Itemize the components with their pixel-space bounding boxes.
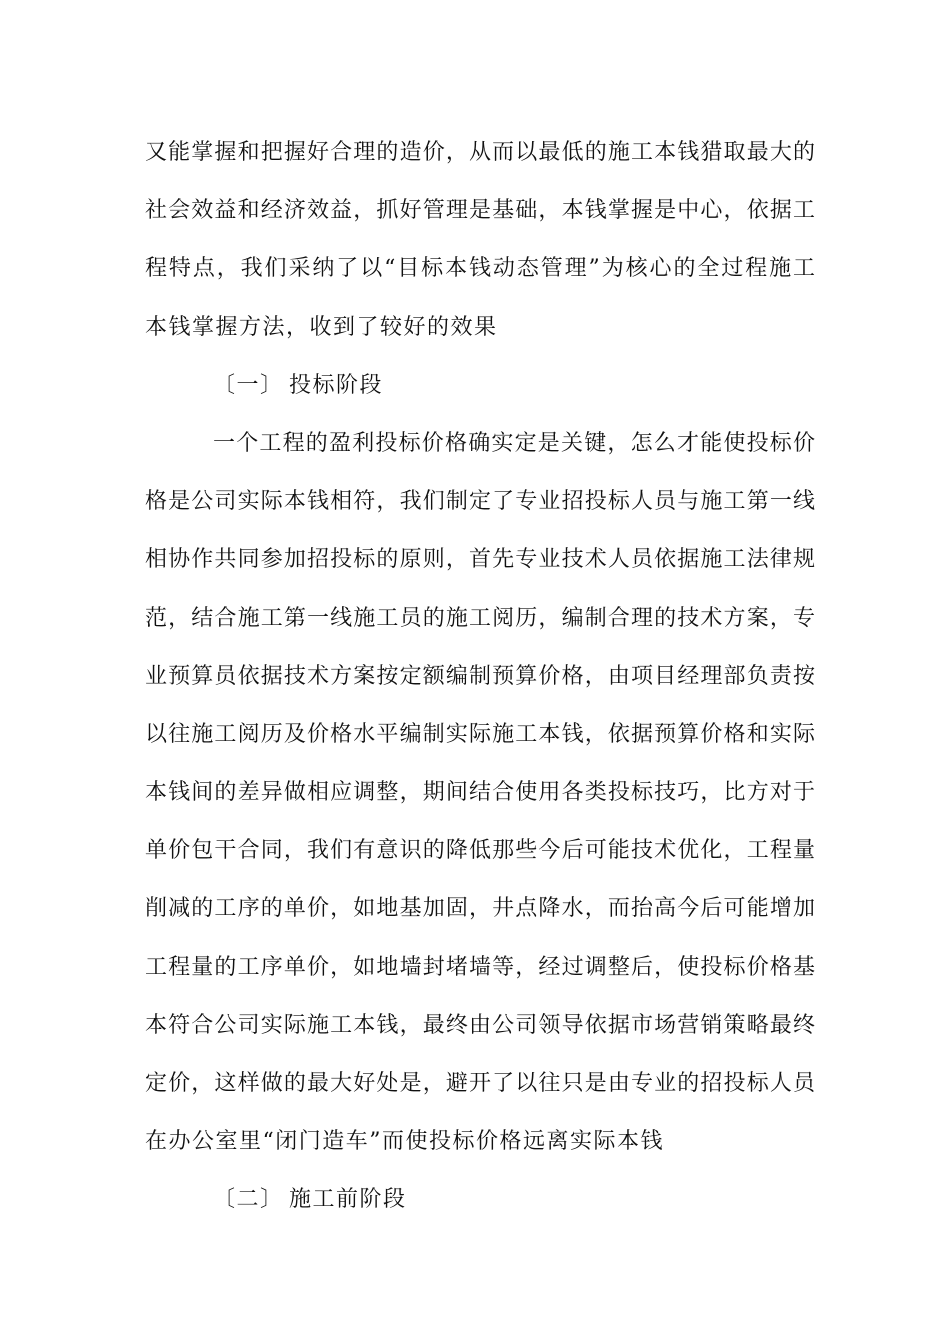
paragraph-line: 格是公司实际本钱相符，我们制定了专业招投标人员与施工第一线 <box>145 489 815 515</box>
paragraph-line: 削减的工序的单价，如地基加固，井点降水，而抬高今后可能增加 <box>145 896 815 922</box>
paragraph-line: 又能掌握和把握好合理的造价，从而以最低的施工本钱猎取最大的 <box>145 140 815 165</box>
paragraph-line: 定价，这样做的最大好处是，避开了以往只是由专业的招投标人员 <box>145 1071 815 1096</box>
paragraph-line: 业预算员依据技术方案按定额编制预算价格，由项目经理部负责按 <box>145 663 815 689</box>
section-title: 施工前阶段 <box>289 1187 407 1213</box>
paragraph-line: 社会效益和经济效益，抓好管理是基础，本钱掌握是中心，依据工 <box>145 198 815 224</box>
paragraph-line: 工程量的工序单价，如地墙封堵墙等，经过调整后，使投标价格基 <box>145 954 815 980</box>
document-body <box>145 130 815 1236</box>
paragraph-line: 程特点，我们采纳了以“目标本钱动态管理”为核心的全过程施工 <box>145 256 815 282</box>
paragraph-line: 本钱掌握方法，收到了较好的效果 <box>145 314 498 340</box>
section-title: 投标阶段 <box>289 372 384 398</box>
section-heading-2 <box>145 1177 815 1235</box>
paragraph-line: 本钱间的差异做相应调整，期间结合使用各类投标技巧，比方对于 <box>145 780 815 806</box>
section-number: 〔二〕 <box>213 1187 284 1213</box>
paragraph-line: 本符合公司实际施工本钱，最终由公司领导依据市场营销策略最终 <box>145 1012 815 1038</box>
paragraph-line: 以往施工阅历及价格水平编制实际施工本钱，依据预算价格和实际 <box>145 721 815 747</box>
paragraph-line: 范，结合施工第一线施工员的施工阅历，编制合理的技术方案，专 <box>145 605 815 631</box>
section-heading-1 <box>145 363 815 421</box>
section-number: 〔一〕 <box>213 372 284 398</box>
paragraph-line: 一个工程的盈利投标价格确实定是关键，怎么才能使投标价 <box>213 430 815 456</box>
paragraph-line: 相协作共同参加招投标的原则，首先专业技术人员依据施工法律规 <box>145 547 815 573</box>
paragraph-line: 单价包干合同，我们有意识的降低那些今后可能技术优化，工程量 <box>145 838 815 864</box>
paragraph-line: 在办公室里“闭门造车”而使投标价格远离实际本钱 <box>145 1129 664 1155</box>
